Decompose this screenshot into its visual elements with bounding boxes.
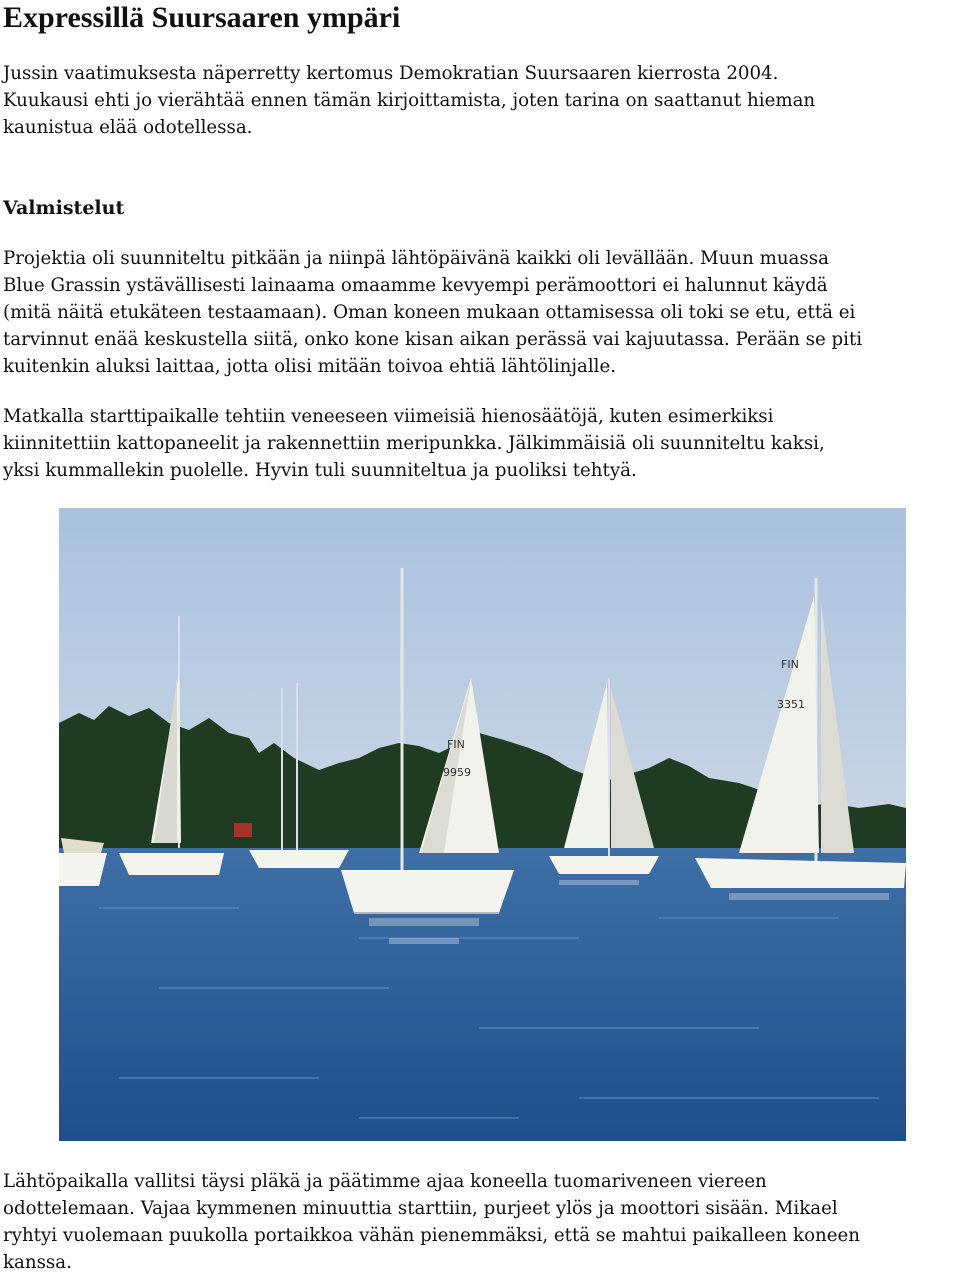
paragraph-1 [3,245,862,380]
text-line: Blue Grassin ystävällisesti lainaama omaamme kevyempi perämoottori ei halunnut käydä [3,275,828,296]
paragraph-3 [3,1168,860,1276]
sailboats-photo [59,508,906,1141]
sailboats-illustration [59,508,906,1141]
text-line: kiinnitettiin kattopaneelit ja rakennettiin meripunkka. Jälkimmäisiä oli suunniteltu kaksi, [3,433,825,454]
text-line: Jussin vaatimuksesta näperretty kertomus Demokratian Suursaaren kierrosta 2004. [3,63,779,84]
sail-number-9959: 9959 [443,766,471,779]
text-line: ryhtyi vuolemaan puukolla portaikkoa vähän pienemmäksi, että se mahtui paikalleen koneen [3,1225,860,1246]
intro-paragraph [3,60,815,141]
page-title: Expressillä Suursaaren ympäri [3,1,401,34]
text-line: yksi kummallekin puolelle. Hyvin tuli suunniteltua ja puoliksi tehtyä. [3,460,637,481]
text-line: odottelemaan. Vajaa kymmenen minuuttia starttiin, purjeet ylös ja moottori sisään. Mikael [3,1198,838,1219]
text-line: (mitä näitä etukäteen testaamaan). Oman koneen mukaan ottamisessa oli toki se etu, että ei [3,302,856,323]
text-line: Projektia oli suunniteltu pitkään ja niinpä lähtöpäivänä kaikki oli levällään. Muun muassa [3,248,829,269]
text-line: kaunistua elää odotellessa. [3,117,253,138]
text-line: Kuukausi ehti jo vierähtää ennen tämän kirjoittamista, joten tarina on saattanut hieman [3,90,816,111]
text-line: tarvinnut enää keskustella siitä, onko kone kisan aikan perässä vai kajuutassa. Perään se piti [3,329,863,350]
text-line: kanssa. [3,1252,72,1273]
text-line: Lähtöpaikalla vallitsi täysi pläkä ja päätimme ajaa koneella tuomariveneen viereen [3,1171,767,1192]
sail-number-3351: 3351 [777,698,805,711]
paragraph-2 [3,403,825,484]
text-line: kuitenkin aluksi laittaa, jotta olisi mitään toivoa ehtiä lähtölinjalle. [3,356,617,377]
section-heading: Valmistelut [3,197,125,219]
text-line: Matkalla starttipaikalle tehtiin veneeseen viimeisiä hienosäätöjä, kuten esimerkiksi [3,406,774,427]
sail-number-fin: FIN [447,738,465,751]
red-house [234,823,252,837]
sailboat-left-edge [59,838,107,886]
sail-number-fin-2: FIN [781,658,799,671]
